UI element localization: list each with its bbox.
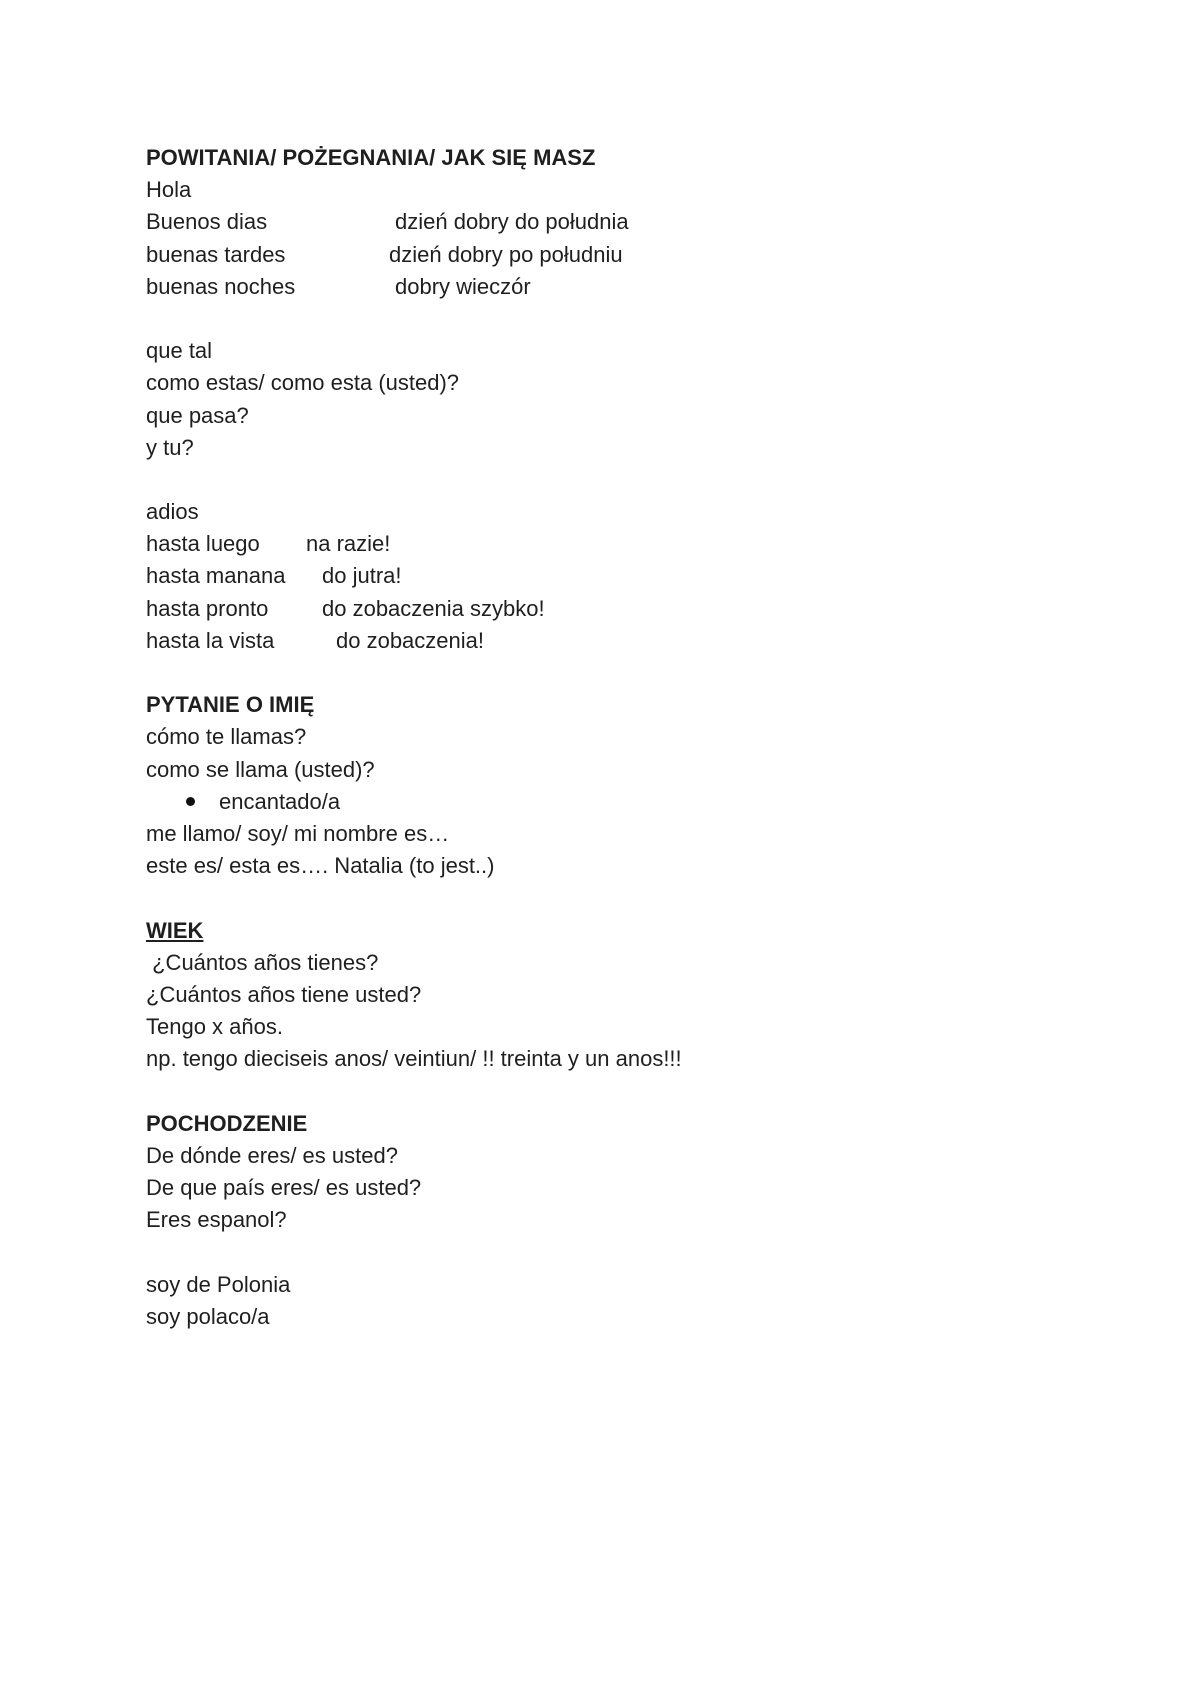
blank-line — [146, 1075, 1096, 1107]
text-line: adios — [146, 499, 199, 525]
section-heading-age: WIEK — [146, 917, 204, 943]
text-line: Tengo x años. — [146, 1014, 283, 1040]
spanish-phrase: hasta luego — [146, 531, 260, 557]
polish-translation: na razie! — [306, 531, 391, 557]
blank-line — [146, 1236, 1096, 1268]
spanish-phrase: buenas tardes — [146, 241, 286, 267]
text-line: De que país eres/ es usted? — [146, 1175, 422, 1200]
translation-row — [146, 593, 1096, 625]
translation-row — [146, 528, 1096, 560]
translation-row — [146, 271, 1096, 303]
text-line: como se llama (usted)? — [146, 756, 375, 782]
document-body — [146, 142, 1096, 1333]
blank-line — [146, 464, 1096, 496]
spanish-phrase: Buenos dias — [146, 209, 268, 235]
bullet-text: encantado/a — [219, 788, 341, 814]
text-line: me llamo/ soy/ mi nombre es… — [146, 820, 450, 846]
bullet-list-item — [146, 786, 1096, 818]
blank-line — [146, 303, 1096, 335]
polish-translation: dobry wieczór — [395, 273, 531, 299]
translation-row — [146, 239, 1096, 271]
text-line: Hola — [146, 177, 192, 203]
section-heading-origin: POCHODZENIE — [146, 1110, 308, 1136]
text-line: que tal — [146, 338, 213, 364]
blank-line — [146, 657, 1096, 689]
text-line: que pasa? — [146, 402, 249, 428]
spanish-phrase: hasta la vista — [146, 627, 275, 653]
polish-translation: do zobaczenia! — [336, 627, 484, 653]
text-line: De dónde eres/ es usted? — [146, 1142, 398, 1168]
section-heading-name: PYTANIE O IMIĘ — [146, 692, 315, 718]
spanish-phrase: hasta pronto — [146, 595, 269, 621]
spanish-phrase: buenas noches — [146, 273, 296, 299]
text-line: np. tengo dieciseis anos/ veintiun/ !! treinta y un anos!!! — [146, 1046, 682, 1072]
text-line: como estas/ como esta (usted)? — [146, 370, 460, 396]
text-line: Eres espanol? — [146, 1207, 287, 1233]
section-heading-greetings: POWITANIA/ POŻEGNANIA/ JAK SIĘ MASZ — [146, 145, 596, 170]
polish-translation: do zobaczenia szybko! — [322, 595, 545, 621]
text-line: este es/ esta es…. Natalia (to jest..) — [146, 853, 495, 879]
translation-row — [146, 625, 1096, 657]
translation-row — [146, 206, 1096, 238]
text-line: ¿Cuántos años tiene usted? — [146, 981, 422, 1007]
polish-translation: dzień dobry po południu — [389, 241, 623, 267]
text-line: ¿Cuántos años tienes? — [146, 949, 379, 975]
text-line: soy polaco/a — [146, 1303, 270, 1329]
blank-line — [146, 882, 1096, 914]
bullet-icon — [186, 797, 195, 806]
polish-translation: dzień dobry do południa — [395, 209, 629, 235]
text-line: y tu? — [146, 434, 194, 460]
spanish-phrase: hasta manana — [146, 563, 286, 589]
text-line: soy de Polonia — [146, 1271, 291, 1297]
translation-row — [146, 560, 1096, 592]
text-line: cómo te llamas? — [146, 724, 307, 750]
polish-translation: do jutra! — [322, 563, 402, 589]
